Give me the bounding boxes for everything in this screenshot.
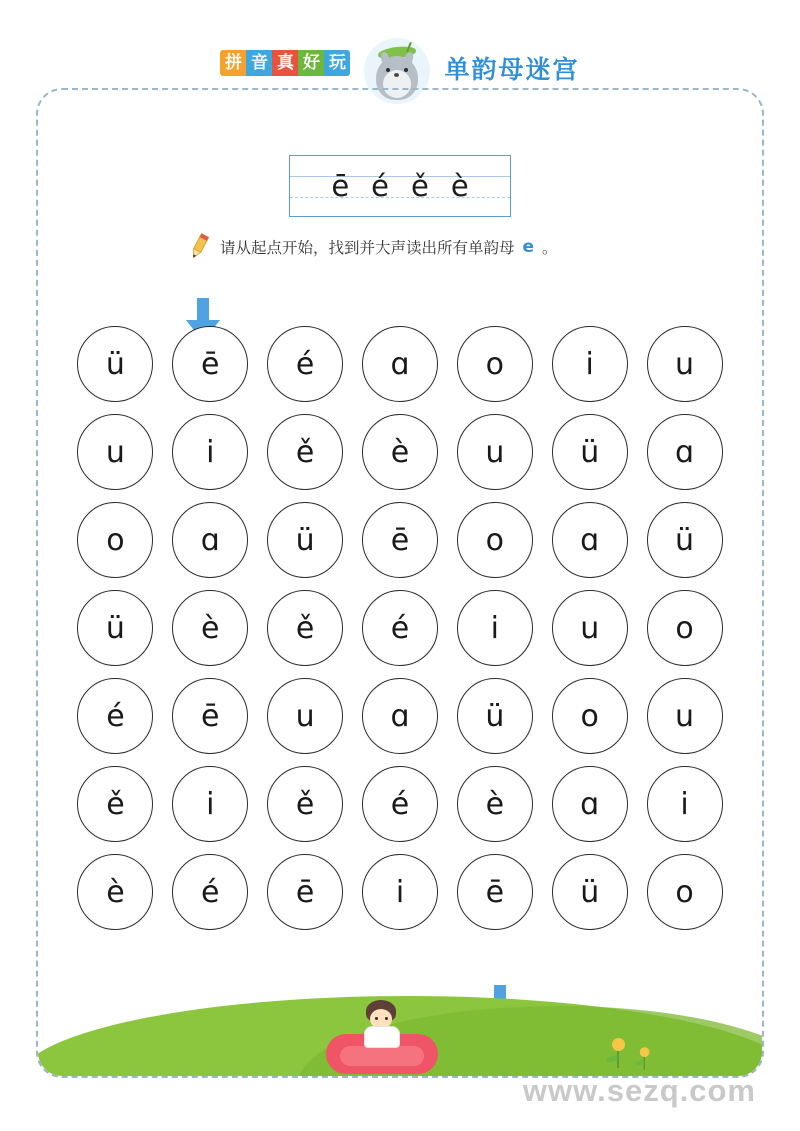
grid-cell — [447, 502, 542, 578]
grid-cell — [163, 414, 258, 490]
letter-circle[interactable]: ě — [77, 766, 153, 842]
letter-circle[interactable]: è — [172, 590, 248, 666]
pinyin-char-row — [290, 156, 510, 216]
grid-cell — [258, 678, 353, 754]
flower-petal — [612, 1038, 625, 1051]
pinyin-fun-tag — [220, 50, 350, 76]
watermark: www.sezq.com — [522, 1073, 756, 1108]
letter-circle[interactable]: ě — [267, 590, 343, 666]
grid-cell — [353, 502, 448, 578]
grid-cell — [68, 414, 163, 490]
letter-circle[interactable]: o — [77, 502, 153, 578]
grid-cell — [68, 854, 163, 930]
grid-cell — [68, 678, 163, 754]
tag-char-5: 玩 — [324, 50, 350, 76]
grid-cell — [68, 502, 163, 578]
grid-cell — [163, 326, 258, 402]
pinyin-four-line-box — [289, 155, 511, 217]
letter-circle[interactable]: u — [647, 326, 723, 402]
grid-cell — [353, 590, 448, 666]
letter-circle[interactable]: i — [457, 590, 533, 666]
letter-circle[interactable]: ü — [267, 502, 343, 578]
letter-circle[interactable]: ɑ — [647, 414, 723, 490]
child-eye-left — [375, 1017, 378, 1020]
letter-maze-grid — [68, 326, 732, 930]
letter-circle[interactable]: ü — [552, 854, 628, 930]
letter-circle[interactable]: o — [457, 326, 533, 402]
grid-cell — [258, 414, 353, 490]
grid-cell — [542, 502, 637, 578]
bottom-scene — [38, 996, 762, 1076]
letter-circle[interactable]: o — [457, 502, 533, 578]
grid-cell — [353, 326, 448, 402]
letter-circle[interactable]: ü — [457, 678, 533, 754]
grid-cell — [68, 326, 163, 402]
grid-cell — [68, 590, 163, 666]
letter-circle[interactable]: i — [647, 766, 723, 842]
letter-circle[interactable]: ē — [172, 678, 248, 754]
tag-char-1: 拼 — [220, 50, 246, 76]
child-eye-right — [385, 1017, 388, 1020]
child-shirt — [364, 1026, 400, 1048]
grid-cell — [542, 854, 637, 930]
letter-circle[interactable]: i — [362, 854, 438, 930]
letter-circle[interactable]: i — [172, 414, 248, 490]
letter-circle[interactable]: ě — [267, 414, 343, 490]
letter-circle[interactable]: o — [647, 854, 723, 930]
grid-cell — [637, 502, 732, 578]
grid-cell — [353, 854, 448, 930]
letter-circle[interactable]: è — [362, 414, 438, 490]
instruction-row — [186, 232, 558, 262]
flower-icon — [604, 1034, 634, 1068]
tag-char-3: 真 — [272, 50, 298, 76]
letter-circle[interactable]: ü — [77, 326, 153, 402]
arrow-shaft — [197, 298, 209, 322]
letter-circle[interactable]: ē — [267, 854, 343, 930]
grid-cell — [258, 766, 353, 842]
letter-circle[interactable]: è — [77, 854, 153, 930]
letter-circle[interactable]: u — [77, 414, 153, 490]
letter-circle[interactable]: é — [362, 590, 438, 666]
instruction-target-letter: e — [522, 237, 535, 257]
pinyin-char-3: è — [450, 169, 469, 203]
flower-icon-small — [634, 1044, 657, 1070]
grid-cell — [637, 766, 732, 842]
letter-circle[interactable]: i — [172, 766, 248, 842]
letter-circle[interactable]: o — [647, 590, 723, 666]
grid-cell — [542, 326, 637, 402]
letter-circle[interactable]: é — [172, 854, 248, 930]
letter-circle[interactable]: é — [362, 766, 438, 842]
grid-cell — [447, 854, 542, 930]
grid-cell — [163, 854, 258, 930]
pinyin-char-0: ē — [331, 169, 350, 203]
instruction-text: 请从起点开始，找到并大声读出所有单韵母 — [220, 240, 515, 257]
grid-cell — [542, 414, 637, 490]
grid-cell — [637, 854, 732, 930]
letter-circle[interactable]: ü — [77, 590, 153, 666]
grid-cell — [353, 678, 448, 754]
letter-circle[interactable]: é — [77, 678, 153, 754]
grid-cell — [163, 590, 258, 666]
child-icon — [354, 1000, 408, 1058]
grid-cell — [447, 766, 542, 842]
tag-char-4: 好 — [298, 50, 324, 76]
grid-cell — [447, 678, 542, 754]
letter-circle[interactable]: u — [647, 678, 723, 754]
grid-cell — [68, 766, 163, 842]
letter-circle[interactable]: i — [552, 326, 628, 402]
letter-circle[interactable]: ē — [457, 854, 533, 930]
grid-cell — [163, 502, 258, 578]
grid-cell — [447, 414, 542, 490]
letter-circle[interactable]: u — [457, 414, 533, 490]
grid-cell — [542, 590, 637, 666]
letter-circle[interactable]: u — [552, 590, 628, 666]
letter-circle[interactable]: ē — [172, 326, 248, 402]
letter-circle[interactable]: ě — [267, 766, 343, 842]
tag-char-2: 音 — [246, 50, 272, 76]
letter-circle[interactable]: ü — [552, 414, 628, 490]
grid-cell — [637, 590, 732, 666]
grid-cell — [447, 590, 542, 666]
grid-cell — [163, 678, 258, 754]
letter-circle[interactable]: é — [267, 326, 343, 402]
grid-cell — [447, 326, 542, 402]
letter-circle[interactable]: ɑ — [552, 502, 628, 578]
page-title: 单韵母迷宫 — [444, 56, 580, 84]
pinyin-char-1: é — [371, 169, 389, 203]
letter-circle[interactable]: o — [552, 678, 628, 754]
grid-cell — [542, 678, 637, 754]
grid-cell — [258, 854, 353, 930]
grid-cell — [163, 766, 258, 842]
letter-circle[interactable]: ē — [362, 502, 438, 578]
letter-circle[interactable]: ɑ — [172, 502, 248, 578]
grid-cell — [353, 414, 448, 490]
letter-circle[interactable]: ɑ — [362, 326, 438, 402]
letter-circle[interactable]: è — [457, 766, 533, 842]
grid-cell — [353, 766, 448, 842]
pencil-icon — [186, 232, 212, 262]
grid-cell — [258, 502, 353, 578]
grid-cell — [637, 678, 732, 754]
letter-circle[interactable]: ɑ — [552, 766, 628, 842]
grid-cell — [542, 766, 637, 842]
letter-circle[interactable]: ü — [647, 502, 723, 578]
letter-circle[interactable]: u — [267, 678, 343, 754]
flower-petal — [640, 1047, 650, 1057]
grid-cell — [637, 326, 732, 402]
instruction-text-end: 。 — [542, 240, 558, 257]
grid-cell — [258, 326, 353, 402]
grid-cell — [637, 414, 732, 490]
letter-circle[interactable]: ɑ — [362, 678, 438, 754]
grid-cell — [258, 590, 353, 666]
pinyin-char-2: ě — [411, 169, 429, 203]
